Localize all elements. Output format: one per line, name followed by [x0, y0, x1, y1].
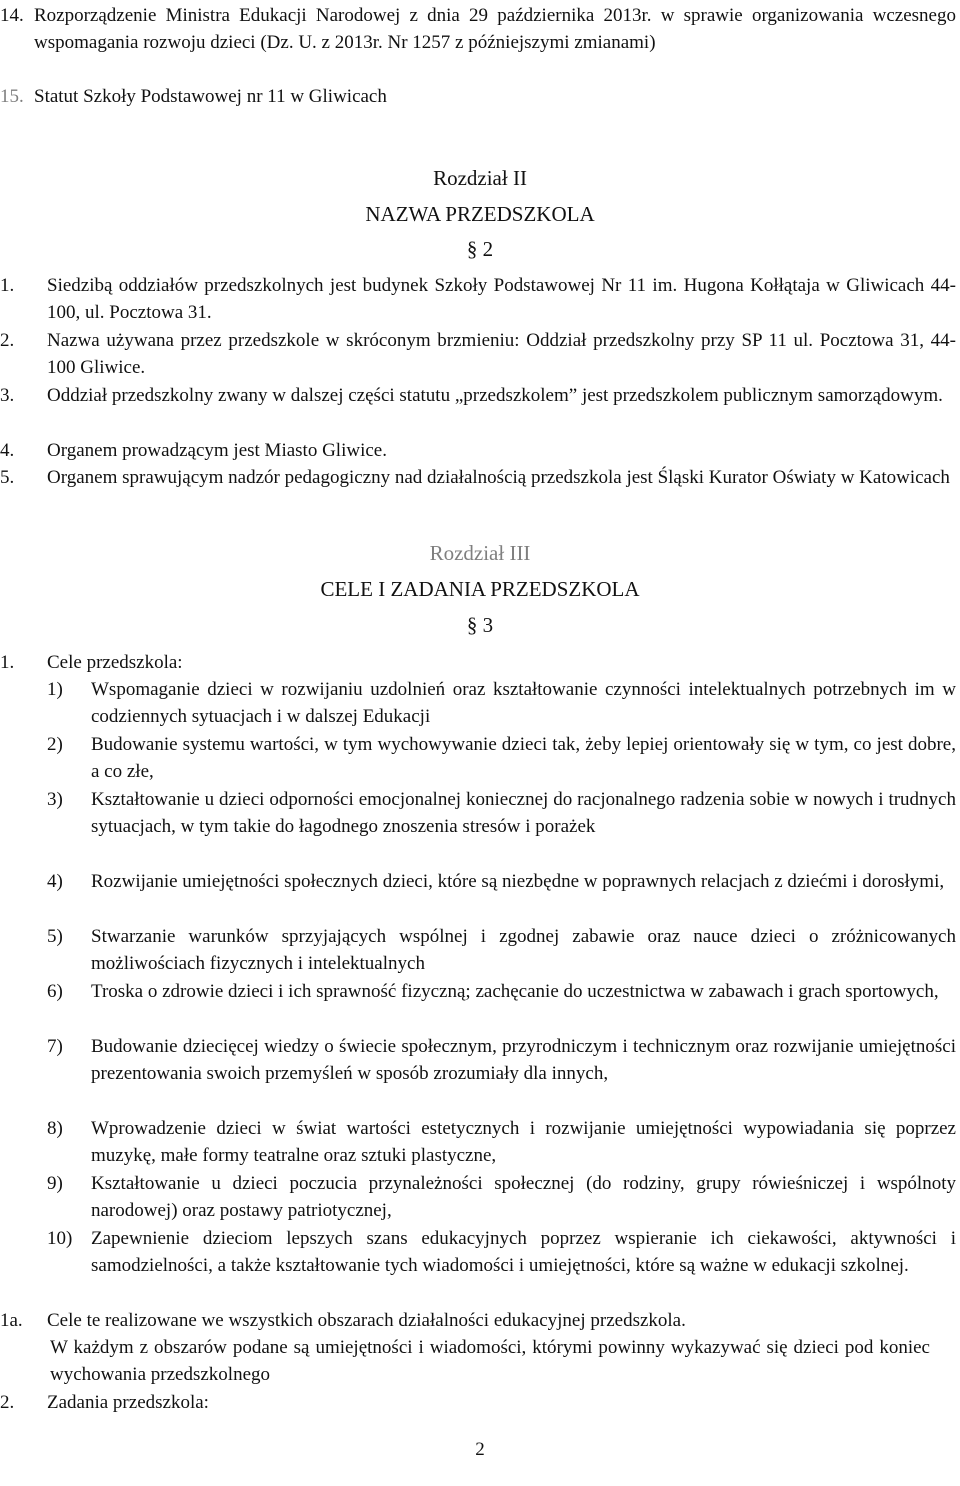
item-text: Organem sprawującym nadzór pedagogiczny nad działalnością przedszkola jest Śląski Kurator Oświaty w Katowicach — [47, 467, 950, 488]
intro-item-text: Statut Szkoły Podstawowej nr 11 w Gliwicach — [34, 86, 387, 107]
goal-number: 6) — [47, 981, 63, 1002]
goal-number: 3) — [47, 789, 63, 810]
note-number: 1a. — [0, 1310, 23, 1331]
goal-text: Zapewnienie dzieciom lepszych szans edukacyjnych poprzez wspieranie ich ciekawości, aktywności i samodzielności, a także kształtowanie tych wiadomości i umiejętności, które są ważne w edukacji szkolnej. — [91, 1228, 956, 1276]
goal-text: Budowanie systemu wartości, w tym wychowywanie dzieci tak, żeby lepiej orientowały się w tym, co jest dobre, a co złe, — [91, 734, 956, 782]
goal-number: 8) — [47, 1118, 63, 1139]
goal-number: 2) — [47, 734, 63, 755]
chapter-2-paragraph-mark: § 2 — [466, 237, 494, 261]
goals-number: 1. — [0, 652, 15, 673]
goal-number: 1) — [47, 679, 63, 700]
chapter-3-paragraph-mark: § 3 — [466, 613, 494, 637]
item-number: 5. — [0, 467, 15, 488]
goal-text: Wprowadzenie dzieci w świat wartości estetycznych i rozwijanie umiejętności wypowiadania się poprzez muzykę, małe formy teatralne oraz sztuki plastyczne, — [91, 1118, 956, 1166]
item-text: Nazwa używana przez przedszkole w skróconym brzmieniu: Oddział przedszkolny przy SP 11 ul. Pocztowa 31, 44- 100 Gliwice. — [47, 330, 956, 378]
item-number: 2. — [0, 330, 15, 351]
goal-text: Stwarzanie warunków sprzyjających wspólnej i zgodnej zabawie oraz nauce dzieci o zróżnicowanych możliwościach fizycznych i intelektualnych — [91, 926, 956, 974]
goals-label: Cele przedszkola: — [47, 652, 183, 673]
item-number: 3. — [0, 385, 15, 406]
goal-text: Rozwijanie umiejętności społecznych dzieci, które są niezbędne w poprawnych relacjach z dziećmi i dorosłymi, — [91, 871, 945, 892]
goal-text: Troska o zdrowie dzieci i ich sprawność fizyczną; zachęcanie do uczestnictwa w zabawach i grach sportowych, — [91, 981, 939, 1002]
chapter-3-title: Rozdział III — [429, 541, 531, 565]
note-line-2: W każdym z obszarów podane są umiejętności i wiadomości, którymi powinny wykazywać się dzieci pod koniec wychowania przedszkolnego — [50, 1337, 930, 1385]
tasks-label: Zadania przedszkola: — [47, 1392, 209, 1413]
page-number: 2 — [475, 1439, 485, 1460]
intro-item-text: Rozporządzenie Ministra Edukacji Narodowej z dnia 29 października 2013r. w sprawie organizowania wczesnego wspomagania rozwoju dzieci (Dz. U. z 2013r. Nr 1257 z późniejszymi zmianami) — [34, 5, 956, 53]
goal-text: Budowanie dziecięcej wiedzy o świecie społecznym, przyrodniczym i technicznym oraz rozwijanie umiejętności prezentowania swoich przemyśleń w sposób zrozumiały dla innych, — [91, 1036, 956, 1084]
item-text: Siedzibą oddziałów przedszkolnych jest budynek Szkoły Podstawowej Nr 11 im. Hugona Kołłątaja w Gliwicach 44-100, ul. Pocztowa 31. — [47, 275, 956, 323]
goal-number: 5) — [47, 926, 63, 947]
intro-item-number: 14. — [0, 5, 24, 26]
goal-number: 4) — [47, 871, 63, 892]
goal-number: 10) — [47, 1228, 73, 1249]
item-text: Organem prowadzącym jest Miasto Gliwice. — [47, 440, 387, 461]
goal-number: 9) — [47, 1173, 63, 1194]
chapter-3-subtitle: CELE I ZADANIA PRZEDSZKOLA — [320, 577, 640, 601]
goal-text: Kształtowanie u dzieci odporności emocjonalnej koniecznej do racjonalnego radzenia sobie w nowych i trudnych sytuacjach, w tym takie do łagodnego znoszenia stresów i porażek — [91, 789, 956, 837]
item-number: 1. — [0, 275, 15, 296]
goal-number: 7) — [47, 1036, 63, 1057]
item-number: 4. — [0, 440, 15, 461]
chapter-2-title: Rozdział II — [433, 166, 527, 190]
chapter-2-subtitle: NAZWA PRZEDSZKOLA — [365, 202, 595, 226]
intro-item-number: 15. — [0, 86, 24, 107]
goal-text: Kształtowanie u dzieci poczucia przynależności społecznej (do rodziny, grupy rówieśniczej i wspólnoty narodowej) oraz postawy patriotycznej, — [91, 1173, 956, 1221]
item-text: Oddział przedszkolny zwany w dalszej części statutu „przedszkolem” jest przedszkolem publicznym samorządowym. — [47, 385, 943, 406]
note-line-1: Cele te realizowane we wszystkich obszarach działalności edukacyjnej przedszkola. — [47, 1310, 686, 1331]
goal-text: Wspomaganie dzieci w rozwijaniu uzdolnień oraz kształtowanie czynności intelektualnych potrzebnych im w codziennych sytuacjach i w dalszej Edukacji — [91, 679, 956, 727]
tasks-number: 2. — [0, 1392, 15, 1413]
